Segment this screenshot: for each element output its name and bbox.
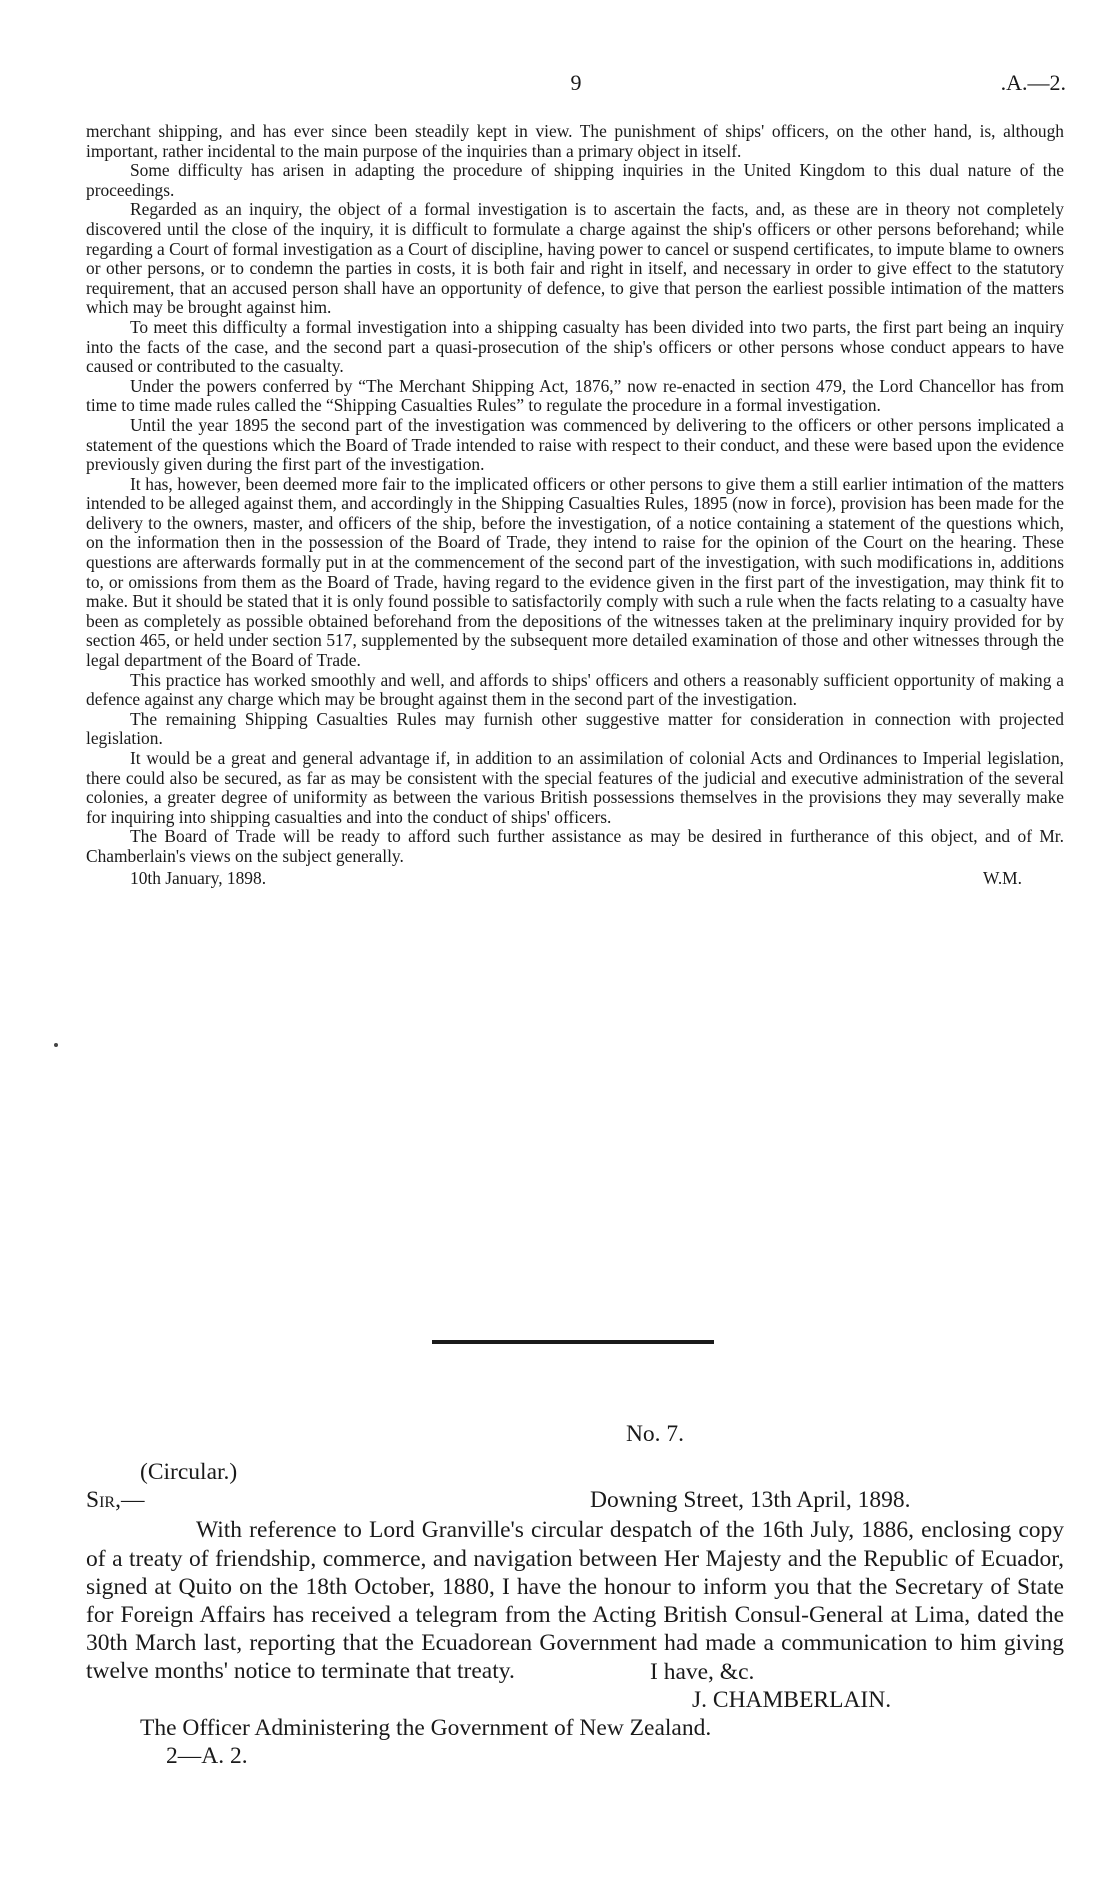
memo-paragraph: Until the year 1895 the second part of the investigation was commenced by delivering to the officers or other persons implicated a statement of the questions which the Board of Trade intended to raise with respect to their conduct, and these were based upon the evidence previously given during the first part of the investigation. (86, 414, 1064, 475)
document-kind: (Circular.) (140, 1459, 238, 1486)
memo-paragraph: It has, however, been deemed more fair to the implicated officers or other persons to give them a still earlier intimation of the matters intended to be alleged against them, and accordingly in the Shipping Casualties Rules, 1895 (now in force), provision has been made for the delivery to the owners, master, and officers of the ship, before the investigation, of a notice containing a statement of the questions which, on the information then in the possession of the Board of Trade, they intend to raise for the opinion of the Court on the hearing. These questions are afterwards formally put in at the commencement of the second part of the investigation, with such modifications in, additions to, or omissions from them as the Board of Trade, having regard to the evidence given in the first part of the investigation, may think fit to make. But it should be stated that it is only found possible to satisfactorily comply with such a rule when the facts relating to a casualty have been as completely as possible obtained beforehand from the depositions of the witnesses taken at the preliminary inquiry provided for by section 465, or held under section 517, supplemented by the subsequent more detailed examination of those and other witnesses through the legal department of the Board of Trade. (86, 473, 1065, 671)
memo-paragraph: Some difficulty has arisen in adapting the procedure of shipping inquiries in the United Kingdom to this dual nature of the proceedings. (86, 160, 1064, 200)
addressee: The Officer Administering the Government of New Zealand. (140, 1715, 712, 1742)
margin-mark (54, 1043, 58, 1047)
memo-paragraph: It would be a great and general advantage if, in addition to an assimilation of colonial Acts and Ordinances to Imperial legislation, there could also be secured, as far as may be consistent with the special features of the judicial and executive administration of the several colonies, a greater degree of uniformity as between the various British possessions themselves in the provisions they may severally make for inquiring into shipping casualties and into the conduct of ships' officers. (86, 748, 1064, 827)
memo-date: 10th January, 1898. (130, 867, 267, 888)
memo-paragraph: merchant shipping, and has ever since been steadily kept in view. The punishment of ships' officers, on the other hand, is, although important, rather incidental to the main purpose of the inquiries than a primary object in itself. (86, 121, 1064, 161)
place-and-date: Downing Street, 13th April, 1898. (590, 1487, 911, 1514)
memo-paragraph: Regarded as an inquiry, the object of a formal investigation is to ascertain the facts, and, as these are in theory not completely discovered until the close of the inquiry, it is difficult to formulate a charge against the ship's officers or other persons beforehand; while regarding a Court of formal investigation as a Court of discipline, having power to cancel or suspend certificates, to impute blame to owners or other persons, or to condemn the parties in costs, it is both fair and right in itself, and necessary in order to give effect to the statutory requirement, that an accused person shall have an opportunity of defence, to give that person the earliest possible intimation of the matters which may be brought against him. (86, 199, 1064, 318)
memorandum (86, 122, 1064, 889)
document-number: No. 7. (625, 1421, 685, 1447)
footer-reference: 2—A. 2. (166, 1743, 248, 1770)
page-number: 9 (570, 70, 582, 95)
salutation-line (86, 1486, 1064, 1516)
paper-reference: .A.—2. (1000, 70, 1066, 95)
section-divider (432, 1340, 714, 1344)
memo-paragraph: This practice has worked smoothly and well, and affords to ships' officers and others a reasonably sufficient opportunity of making a defence against any charge which may be brought against them in the second part of the investigation. (86, 669, 1064, 710)
signature: J. CHAMBERLAIN. (692, 1686, 892, 1713)
memo-paragraph: The Board of Trade will be ready to afford such further assistance as may be desired in furtherance of this object, and of Mr. Chamberlain's views on the subject generally. (86, 826, 1064, 866)
memo-paragraph: To meet this difficulty a formal investigation into a shipping casualty has been divided into two parts, the first part being an inquiry into the facts of the case, and the second part a quasi-prosecution of the ship's officers or other persons whose conduct appears to have caused or contributed to the casualty. (86, 316, 1064, 377)
memo-sign-line (86, 869, 1064, 889)
memo-paragraph: Under the powers conferred by “The Merchant Shipping Act, 1876,” now re-enacted in section 479, the Lord Chancellor has from time to time made rules called the “Shipping Casualties Rules” to regulate the procedure in a formal investigation. (86, 375, 1064, 416)
memo-initials: W.M. (983, 867, 1022, 888)
closing: I have, &c. (650, 1658, 755, 1685)
circular-despatch (86, 1420, 1064, 1770)
salutation: Sir,— (86, 1487, 145, 1514)
page-header (86, 70, 1066, 104)
despatch-paragraph: With reference to Lord Granville's circular despatch of the 16th July, 1886, enclosing copy of a treaty of friendship, commerce, and navigation between Her Majesty and the Republic of Ecuador, signed at Quito on the 18th October, 1880, I have the honour to inform you that the Secretary of State for Foreign Affairs has received a telegram from the Acting British Consul-General at Lima, dated the 30th March last, reporting that the Ecuadorean Government had made a communication to him giving twelve months' notice to terminate that treaty. (86, 1517, 1064, 1685)
memo-paragraph: The remaining Shipping Casualties Rules may furnish other suggestive matter for consideration in connection with projected legislation. (86, 708, 1064, 749)
